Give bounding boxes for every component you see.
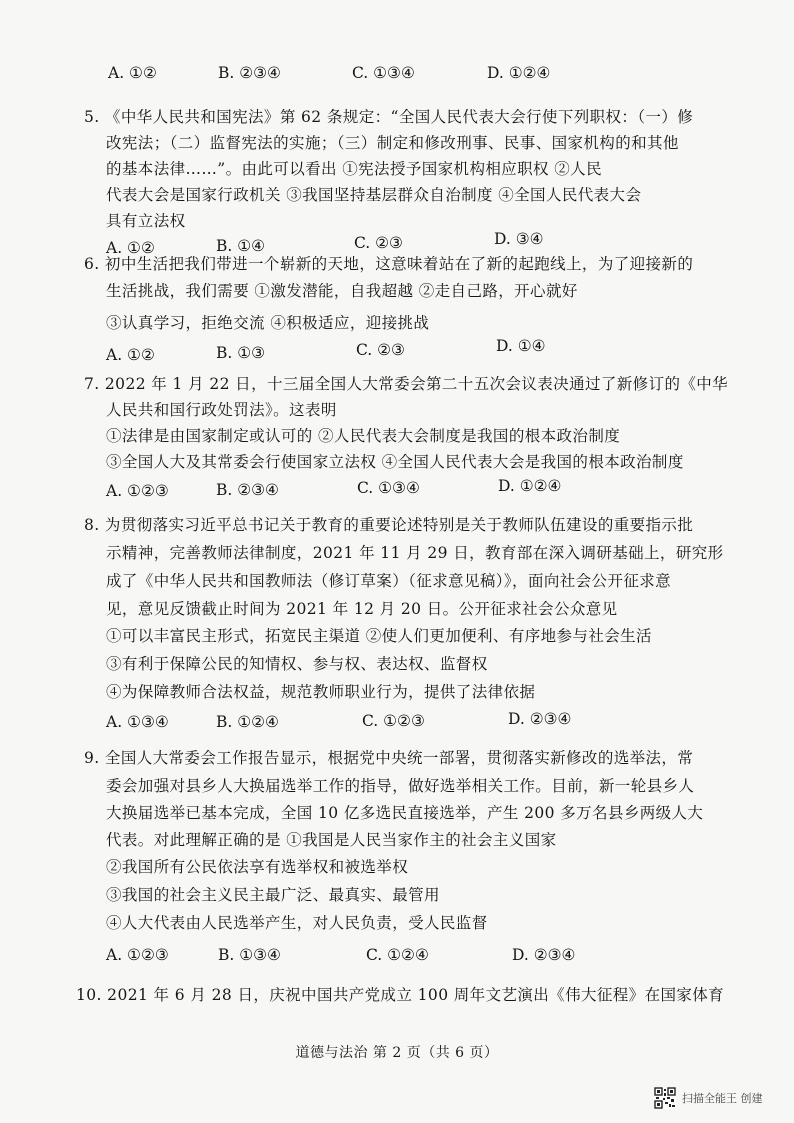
q7-option-a: A. ①②③	[106, 482, 169, 500]
q8-line-7: ④为保障教师合法权益，规范教师职业行为，提供了法律依据	[106, 683, 536, 701]
q7-line-4: ③全国人大及其常委会行使国家立法权 ④全国人民代表大会是我国的根本政治制度	[106, 453, 684, 471]
q5-line-3: 的基本法律……”。由此可以看出 ①宪法授予国家机构相应职权 ②人民	[106, 160, 602, 178]
q10-line-1: 10. 2021 年 6 月 28 日，庆祝中国共产党成立 100 周年文艺演出《伟大征程》在国家体育	[76, 986, 725, 1004]
q9-line-4: 代表。对此理解正确的是 ①我国是人民当家作主的社会主义国家	[106, 831, 557, 849]
q8-option-d: D. ②③④	[508, 710, 572, 728]
q7-option-b: B. ②③④	[216, 481, 279, 499]
q5-line-4: 代表大会是国家行政机关 ③我国坚持基层群众自治制度 ④全国人民代表大会	[106, 186, 642, 204]
q9-line-5: ②我国所有公民依法享有选举权和被选举权	[106, 858, 409, 876]
q9-option-a: A. ①②③	[106, 946, 169, 964]
q7-line-2: 人民共和国行政处罚法》。这表明	[106, 401, 337, 419]
q7-line-1: 7. 2022 年 1 月 22 日，十三届全国人大常委会第二十五次会议表决通过了新修订的《中华	[84, 375, 729, 393]
page-footer: 道德与法治 第 2 页（共 6 页）	[295, 1045, 499, 1061]
q8-line-4: 见，意见反馈截止时间为 2021 年 12 月 20 日。公开征求社会公众意见	[106, 600, 618, 618]
q9-line-1: 9. 全国人大常委会工作报告显示，根据党中央统一部署，贯彻落实新修改的选举法，常	[84, 749, 694, 767]
q4-option-b: B. ②③④	[218, 64, 281, 82]
q8-option-c: C. ①②③	[362, 712, 425, 730]
q9-line-3: 大换届选举已基本完成，全国 10 亿多选民直接选举，产生 200 多万名县乡两级人大	[106, 804, 704, 822]
q4-option-a: A. ①②	[108, 64, 157, 82]
q8-line-1: 8. 为贯彻落实习近平总书记关于教育的重要论述特别是关于教师队伍建设的重要指示批	[84, 516, 694, 534]
q6-option-b: B. ①③	[216, 344, 266, 362]
q5-line-5: 具有立法权	[106, 212, 186, 230]
q5-option-b: B. ①④	[216, 237, 266, 255]
q6-line-1: 6. 初中生活把我们带进一个崭新的天地，这意味着站在了新的起跑线上，为了迎接新的	[84, 255, 694, 273]
scanner-watermark	[654, 1086, 763, 1110]
q8-line-2: 示精神，完善教师法律制度，2021 年 11 月 29 日，教育部在深入调研基础上，研究形	[106, 544, 724, 562]
q9-line-6: ③我国的社会主义民主最广泛、最真实、最管用	[106, 886, 440, 904]
qr-code-icon	[654, 1087, 676, 1109]
q7-line-3: ①法律是由国家制定或认可的 ②人民代表大会制度是我国的根本政治制度	[106, 427, 621, 445]
q5-option-a: A. ①②	[106, 239, 155, 257]
q5-line-2: 改宪法；（二）监督宪法的实施；（三）制定和修改刑事、民事、国家机构的和其他	[106, 134, 679, 152]
q6-line-3: ③认真学习，拒绝交流 ④积极适应，迎接挑战	[106, 314, 430, 332]
scanner-watermark-text: 扫描全能王 创建	[682, 1092, 763, 1105]
q8-line-6: ③有利于保障公民的知情权、参与权、表达权、监督权	[106, 655, 488, 673]
q7-option-c: C. ①③④	[357, 479, 420, 497]
q9-line-2: 委会加强对县乡人大换届选举工作的指导，做好选举相关工作。目前，新一轮县乡人	[106, 777, 695, 795]
q4-option-d: D. ①②④	[487, 64, 551, 82]
q8-line-5: ①可以丰富民主形式，拓宽民主渠道 ②使人们更加便利、有序地参与社会生活	[106, 627, 652, 645]
q9-option-c: C. ①②④	[366, 946, 429, 964]
q6-option-a: A. ①②	[106, 346, 155, 364]
q7-option-d: D. ①②④	[498, 477, 562, 495]
q8-line-3: 成了《中华人民共和国教师法（修订草案）（征求意见稿）》，面向社会公开征求意	[106, 572, 672, 590]
q9-line-7: ④人大代表由人民选举产生，对人民负责，受人民监督	[106, 914, 488, 932]
q9-option-b: B. ①③④	[218, 946, 281, 964]
q8-option-a: A. ①③④	[106, 713, 169, 731]
q5-line-1: 5. 《中华人民共和国宪法》第 62 条规定：“全国人民代表大会行使下列职权：（一）修	[84, 108, 694, 126]
q9-option-d: D. ②③④	[512, 946, 576, 964]
q4-option-c: C. ①③④	[352, 64, 415, 82]
q6-option-c: C. ②③	[356, 341, 405, 359]
q6-line-2: 生活挑战，我们需要 ①激发潜能，自我超越 ②走自己路，开心就好	[106, 282, 578, 300]
q5-option-c: C. ②③	[354, 234, 403, 252]
q6-option-d: D. ①④	[496, 337, 546, 355]
q5-option-d: D. ③④	[494, 230, 544, 248]
q8-option-b: B. ①②④	[216, 713, 279, 731]
